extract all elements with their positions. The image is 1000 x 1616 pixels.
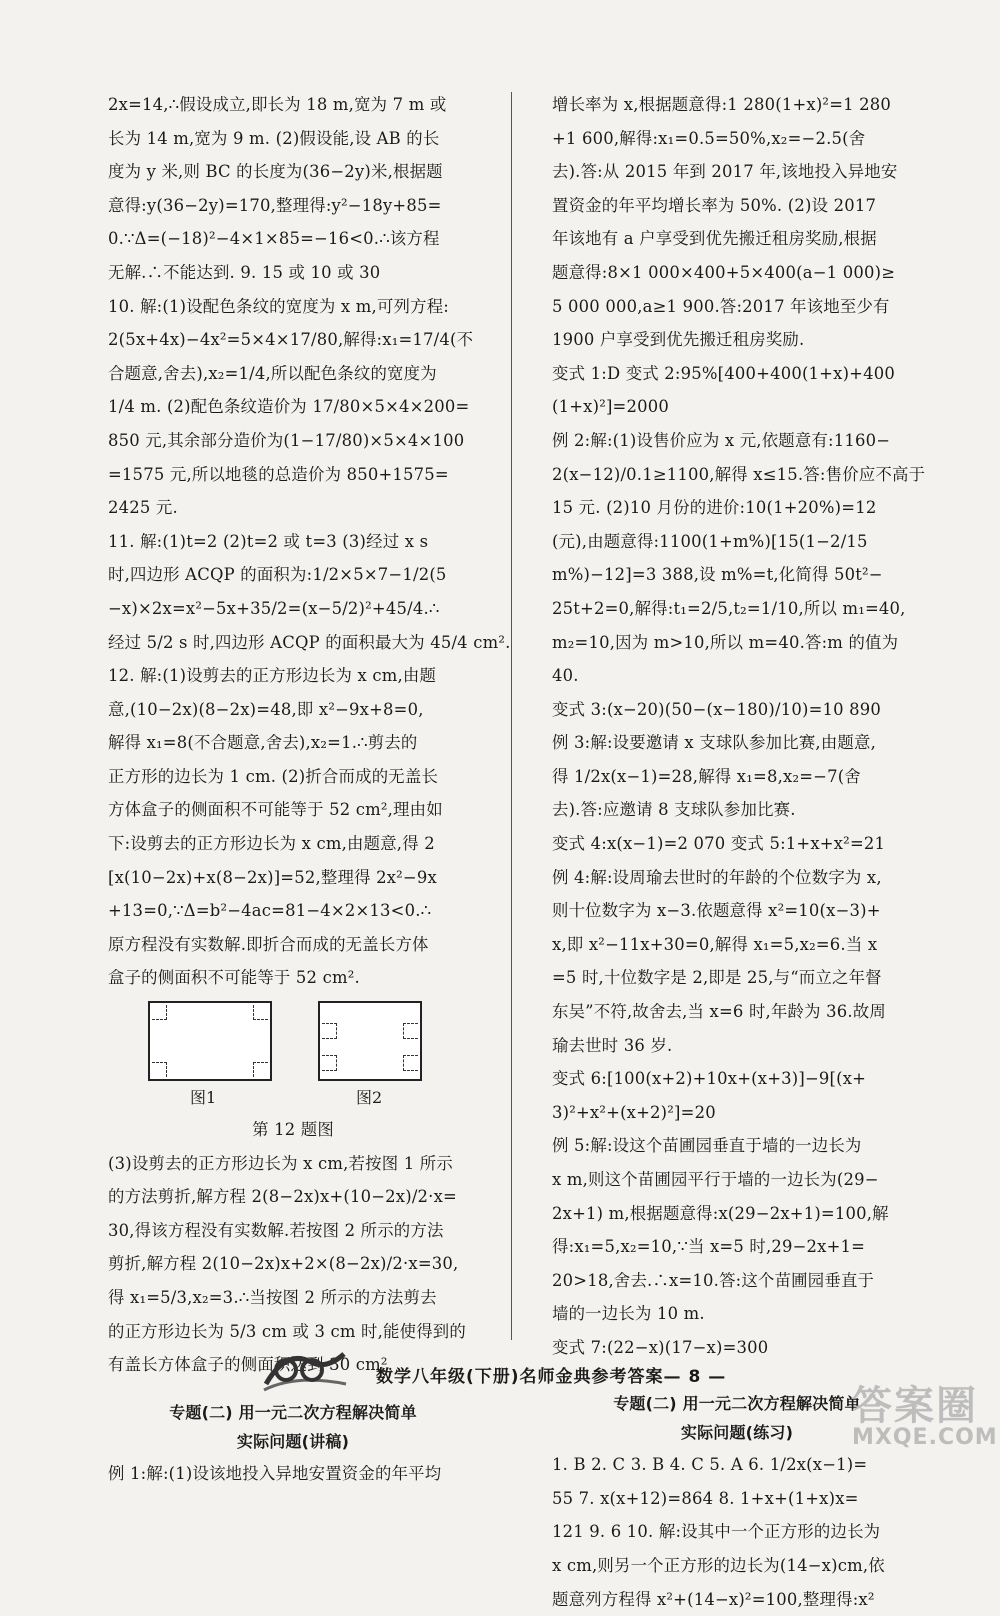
answer-line: 15 元. (2)10 月份的进价:10(1+20%)=12 [552,498,877,518]
answer-line: 的方法剪折,解方程 2(8−2x)x+(10−2x)/2·x= [108,1187,457,1207]
answer-line: 变式 6:[100(x+2)+10x+(x+3)]−9[(x+ [552,1069,867,1089]
answer-line: 变式 1:D 变式 2:95%[400+400(1+x)+400 [552,363,895,383]
answer-line: 东吴”不符,故舍去,当 x=6 时,年龄为 36.故周 [552,1002,886,1022]
answer-line: 经过 5/2 s 时,四边形 ACQP 的面积最大为 45/4 cm². [108,632,511,652]
watermark-top: 答案圈 [852,1383,978,1429]
answer-line: 瑜去世时 36 岁. [552,1035,673,1055]
answer-line: 2425 元. [108,498,178,518]
answer-line: (元),由题意得:1100(1+m%)[15(1−2/15 [552,531,868,551]
answer-line: 长为 14 m,宽为 9 m. (2)假设能,设 AB 的长 [108,128,440,148]
figure-1-diagram [148,1001,272,1081]
answer-line: 55 7. x(x+12)=864 8. 1+x+(1+x)x= [552,1488,859,1508]
figure-title: 第 12 题图 [252,1120,334,1140]
answer-line: 25t+2=0,解得:t₁=2/5,t₂=1/10,所以 m₁=40, [552,598,906,618]
right-section-heading-1: 专题(二) 用一元二次方程解决简单 [613,1393,861,1413]
figure-1-label: 图1 [190,1088,217,1108]
answer-line: 得 1/2x(x−1)=28,解得 x₁=8,x₂=−7(舍 [552,766,861,786]
answer-line: =5 时,十位数字是 2,即是 25,与“而立之年督 [552,968,882,988]
answer-line: 年该地有 a 户享受到优先搬迁租房奖励,根据 [552,229,877,249]
answer-line: m₂=10,因为 m>10,所以 m=40.答:m 的值为 [552,632,899,652]
answer-line: 5 000 000,a≥1 900.答:2017 年该地至少有 [552,296,890,316]
publisher-logo-icon [256,1344,352,1398]
answer-line: 1/4 m. (2)配色条纹造价为 17/80×5×4×200= [108,397,470,417]
answer-line: 850 元,其余部分造价为(1−17/80)×5×4×100 [108,430,465,450]
left-section-heading-1: 专题(二) 用一元二次方程解决简单 [169,1402,417,1422]
footer-text: 数学八年级(下册)名师金典参考答案— 8 — [376,1367,727,1387]
answer-line: 例 2:解:(1)设售价应为 x 元,依题意有:1160− [552,430,891,450]
answer-line: 无解.∴不能达到. 9. 15 或 10 或 30 [108,262,381,282]
right-section-heading-2: 实际问题(练习) [680,1423,794,1443]
left-section-heading-2: 实际问题(讲稿) [236,1432,350,1452]
answer-line: 原方程没有实数解.即折合而成的无盖长方体 [108,934,429,954]
answer-line: (3)设剪去的正方形边长为 x cm,若按图 1 所示 [108,1153,453,1173]
answer-line: (1+x)²]=2000 [552,397,670,417]
answer-line: 1. B 2. C 3. B 4. C 5. A 6. 1/2x(x−1)= [552,1455,868,1475]
answer-line: 12. 解:(1)设剪去的正方形边长为 x cm,由题 [108,666,437,686]
column-divider [511,92,512,1340]
left-column [108,88,511,1491]
answer-line: 题意列方程得 x²+(14−x)²=100,整理得:x² [552,1589,875,1609]
answer-line: 正方形的边长为 1 cm. (2)折合而成的无盖长 [108,766,439,786]
answer-line: 变式 7:(22−x)(17−x)=300 [552,1337,769,1357]
answer-line: 题意得:8×1 000×400+5×400(a−1 000)≥ [552,262,896,282]
answer-line: 40. [552,666,579,686]
answer-line: x m,则这个苗圃园平行于墙的一边长为(29− [552,1170,879,1189]
answer-line: 解得 x₁=8(不合题意,舍去),x₂=1.∴剪去的 [108,733,418,753]
answer-line: 例 4:解:设周瑜去世时的年龄的个位数字为 x, [552,867,882,887]
answer-line: 时,四边形 ACQP 的面积为:1/2×5×7−1/2(5 [108,565,447,585]
answer-line: 2x+1) m,根据题意得:x(29−2x+1)=100,解 [552,1203,889,1223]
answer-line: 11. 解:(1)t=2 (2)t=2 或 t=3 (3)经过 x s [108,531,429,551]
left-last-line: 例 1:解:(1)设该地投入异地安置资金的年平均 [108,1464,442,1484]
answer-line: 121 9. 6 10. 解:设其中一个正方形的边长为 [552,1522,881,1542]
answer-line: 10. 解:(1)设配色条纹的宽度为 x m,可列方程: [108,296,450,316]
answer-line: 盒子的侧面积不可能等于 52 cm². [108,968,360,988]
answer-line: 意得:y(36−2y)=170,整理得:y²−18y+85= [108,195,442,215]
answer-line: 变式 4:x(x−1)=2 070 变式 5:1+x+x²=21 [552,834,886,854]
answer-line: 变式 3:(x−20)(50−(x−180)/10)=10 890 [552,699,882,719]
answer-line: 2(x−12)/0.1≥1100,解得 x≤15.答:售价应不高于 [552,464,926,484]
figure-12 [108,995,478,1113]
answer-line: m%)−12]=3 388,设 m%=t,化简得 50t²− [552,565,883,585]
page-footer [256,1344,756,1404]
answer-line: 的正方形边长为 5/3 cm 或 3 cm 时,能使得到的 [108,1321,466,1341]
answer-line: 度为 y 米,则 BC 的长度为(36−2y)米,根据题 [108,162,443,182]
answer-line: 合题意,舍去),x₂=1/4,所以配色条纹的宽度为 [108,363,437,383]
answer-line: 去).答:应邀请 8 支球队参加比赛. [552,800,796,820]
answer-line: 去).答:从 2015 年到 2017 年,该地投入异地安 [552,162,898,182]
answer-line: 2x=14,∴假设成立,即长为 18 m,宽为 7 m 或 [108,95,447,114]
answer-line: 2(5x+4x)−4x²=5×4×17/80,解得:x₁=17/4(不 [108,330,474,350]
answer-line: 置资金的年平均增长率为 50%. (2)设 2017 [552,195,877,215]
figure-2-diagram [318,1001,422,1081]
answer-line: 30,得该方程没有实数解.若按图 2 所示的方法 [108,1220,444,1240]
answer-line: 增长率为 x,根据题意得:1 280(1+x)²=1 280 [552,95,892,114]
watermark [852,1374,998,1450]
answer-line: 墙的一边长为 10 m. [552,1304,705,1324]
answer-line: 例 5:解:设这个苗圃园垂直于墙的一边长为 [552,1136,862,1156]
answer-line: 1900 户享受到优先搬迁租房奖励. [552,330,805,350]
answer-line: +1 600,解得:x₁=0.5=50%,x₂=−2.5(舍 [552,128,866,148]
answer-line: 得:x₁=5,x₂=10,∵当 x=5 时,29−2x+1= [552,1237,866,1257]
answer-line: 剪折,解方程 2(10−2x)x+2×(8−2x)/2·x=30, [108,1254,459,1274]
answer-line: 有盖长方体盒子的侧面积达到 30 cm². [108,1355,394,1375]
answer-line: [x(10−2x)+x(8−2x)]=52,整理得 2x²−9x [108,867,437,887]
answer-line: 0.∵Δ=(−18)²−4×1×85=−16<0.∴该方程 [108,229,440,249]
answer-line: 20>18,舍去.∴x=10.答:这个苗圃园垂直于 [552,1270,875,1290]
watermark-bottom: MXQE.COM [852,1425,998,1450]
answer-line: 则十位数字为 x−3.依题意得 x²=10(x−3)+ [552,901,881,921]
answer-line: x cm,则另一个正方形的边长为(14−x)cm,依 [552,1555,885,1575]
figure-2-label: 图2 [356,1088,383,1108]
answer-line: 例 3:解:设要邀请 x 支球队参加比赛,由题意, [552,733,877,753]
answer-line: 方体盒子的侧面积不可能等于 52 cm²,理由如 [108,800,443,820]
answer-line: x,即 x²−11x+30=0,解得 x₁=5,x₂=6.当 x [552,934,878,954]
answer-line: 下:设剪去的正方形边长为 x cm,由题意,得 2 [108,834,435,854]
answer-line: +13=0,∵Δ=b²−4ac=81−4×2×13<0.∴ [108,901,432,921]
answer-line: −x)×2x=x²−5x+35/2=(x−5/2)²+45/4.∴ [108,598,440,618]
answer-line: =1575 元,所以地毯的总造价为 850+1575= [108,464,449,484]
answer-line: 得 x₁=5/3,x₂=3.∴当按图 2 所示的方法剪去 [108,1288,437,1307]
answer-line: 3)²+x²+(x+2)²]=20 [552,1102,716,1122]
answer-line: 意,(10−2x)(8−2x)=48,即 x²−9x+8=0, [108,699,424,719]
